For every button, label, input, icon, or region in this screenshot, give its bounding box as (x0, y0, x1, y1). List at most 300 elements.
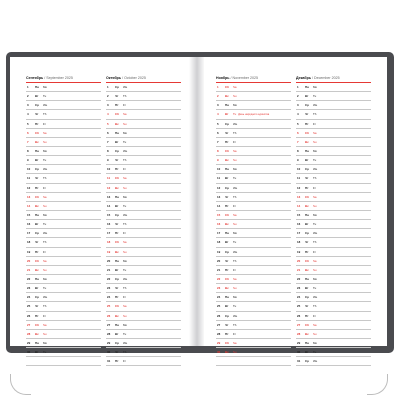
day-row[interactable] (26, 101, 101, 110)
day-row[interactable] (296, 257, 371, 266)
day-row[interactable] (216, 321, 291, 330)
day-row[interactable] (296, 238, 371, 247)
day-row[interactable] (216, 248, 291, 257)
day-number: 30 (297, 350, 301, 355)
weekday-en-label: Th (233, 322, 237, 327)
weekday-ru (225, 174, 233, 182)
weekday-ru-label: Сб (305, 130, 309, 135)
day-row[interactable] (106, 266, 181, 275)
weekday-ru (35, 284, 43, 292)
day-row[interactable] (26, 202, 101, 211)
weekday-en-label: We (123, 212, 128, 217)
weekday-ru (225, 211, 233, 219)
day-number: 12 (107, 185, 111, 190)
day-number: 28 (107, 331, 111, 336)
day-row[interactable] (26, 348, 101, 357)
day-row[interactable] (106, 211, 181, 220)
weekday-ru-label: Вт (35, 222, 39, 227)
day-row[interactable] (216, 357, 291, 366)
day-row[interactable] (106, 248, 181, 257)
day-row[interactable] (296, 83, 371, 92)
weekday-ru-label: Пн (225, 295, 229, 300)
weekday-ru (225, 257, 233, 265)
day-row[interactable] (216, 266, 291, 275)
day-row[interactable] (296, 275, 371, 284)
day-row[interactable] (26, 174, 101, 183)
weekday-ru (35, 321, 43, 329)
day-row[interactable] (26, 339, 101, 348)
right-page (204, 57, 387, 364)
day-row[interactable] (26, 193, 101, 202)
day-row[interactable] (26, 147, 101, 156)
day-number: 14 (297, 203, 301, 208)
weekday-ru-label: Ср (305, 359, 309, 364)
day-row[interactable] (106, 302, 181, 311)
day-row[interactable] (106, 229, 181, 238)
day-row[interactable] (216, 339, 291, 348)
weekday-en-label: Th (233, 258, 237, 263)
weekday-en-label: Tu (313, 94, 317, 99)
day-row[interactable] (296, 110, 371, 119)
day-number: 16 (297, 222, 301, 227)
day-row[interactable] (216, 348, 291, 357)
weekday-ru (35, 83, 43, 91)
weekday-ru (225, 147, 233, 155)
weekday-ru (305, 184, 313, 192)
day-row[interactable] (26, 138, 101, 147)
day-row[interactable] (296, 211, 371, 220)
holiday-note: День народного единства (238, 113, 270, 117)
day-row[interactable] (106, 193, 181, 202)
day-number: 15 (107, 212, 111, 217)
day-number: 19 (27, 249, 31, 254)
weekday-en-label: Su (123, 185, 127, 190)
weekday-ru (305, 302, 313, 310)
day-row[interactable] (106, 147, 181, 156)
day-row[interactable] (106, 202, 181, 211)
day-row[interactable] (26, 156, 101, 165)
day-row[interactable] (216, 330, 291, 339)
weekday-ru-label: Пт (305, 121, 309, 126)
weekday-en-label: Th (123, 222, 127, 227)
weekday-en-label: Sa (43, 194, 47, 199)
weekday-en-label: Sa (233, 85, 237, 89)
day-number: 21 (217, 267, 221, 272)
day-row[interactable] (296, 357, 371, 366)
day-number: 23 (27, 286, 31, 291)
day-row[interactable] (296, 184, 371, 193)
weekday-en-label: Sa (123, 112, 127, 117)
weekday-en-label: Su (233, 222, 237, 227)
weekday-ru (305, 339, 313, 347)
weekday-ru (225, 202, 233, 210)
day-row[interactable] (296, 321, 371, 330)
day-row[interactable] (296, 330, 371, 339)
day-row[interactable] (106, 257, 181, 266)
weekday-ru-label: Вс (305, 331, 309, 336)
day-number: 18 (27, 240, 31, 245)
day-row[interactable] (216, 312, 291, 321)
weekday-ru-label: Вс (115, 249, 119, 254)
day-row[interactable] (26, 83, 101, 92)
weekday-en-label: Tu (43, 94, 47, 99)
day-number: 26 (217, 313, 221, 318)
weekday-ru-label: Пт (35, 185, 39, 190)
weekday-ru (35, 330, 43, 338)
day-row[interactable] (26, 275, 101, 284)
day-row[interactable] (106, 321, 181, 330)
day-row[interactable] (106, 120, 181, 129)
weekday-ru (35, 220, 43, 228)
day-row[interactable] (296, 266, 371, 275)
weekday-en-label: Fr (233, 267, 236, 272)
weekday-ru (115, 184, 123, 192)
day-row[interactable] (296, 193, 371, 202)
day-number: 14 (27, 203, 31, 208)
day-number: 10 (217, 167, 221, 172)
weekday-en-label: Tu (123, 203, 127, 208)
day-row[interactable] (106, 238, 181, 247)
weekday-ru (305, 284, 313, 292)
day-row[interactable] (26, 238, 101, 247)
day-row[interactable] (106, 184, 181, 193)
day-number: 16 (107, 222, 111, 227)
day-number: 20 (217, 258, 221, 263)
weekday-ru-label: Вс (35, 267, 39, 272)
day-row[interactable] (26, 257, 101, 266)
weekday-ru (115, 330, 123, 338)
weekday-en-label: Su (123, 249, 127, 254)
weekday-ru-label: Сб (305, 322, 309, 327)
weekday-en-label: Mo (43, 276, 48, 281)
day-row[interactable] (216, 147, 291, 156)
weekday-en-label: Mo (313, 148, 318, 153)
day-row[interactable] (296, 312, 371, 321)
day-row[interactable] (26, 165, 101, 174)
day-row[interactable] (26, 321, 101, 330)
day-row[interactable] (296, 129, 371, 138)
month-name-ru: Сентябрь (26, 76, 44, 80)
day-row[interactable] (216, 138, 291, 147)
day-number: 22 (217, 276, 221, 281)
day-row[interactable] (296, 147, 371, 156)
day-number: 12 (297, 185, 301, 190)
weekday-ru-label: Ср (115, 340, 119, 345)
weekday-ru (115, 202, 123, 210)
day-row[interactable] (106, 357, 181, 366)
day-row[interactable] (106, 348, 181, 357)
day-row[interactable] (296, 165, 371, 174)
weekday-en-label: Su (123, 313, 127, 318)
day-row[interactable] (26, 211, 101, 220)
weekday-ru (115, 302, 123, 310)
day-row[interactable] (106, 110, 181, 119)
day-number: 31 (297, 359, 301, 364)
page-corner-curl-right (367, 374, 388, 395)
month-separator: / (43, 76, 47, 80)
weekday-ru (225, 165, 233, 173)
day-row[interactable] (26, 229, 101, 238)
day-row[interactable] (216, 120, 291, 129)
day-row[interactable] (296, 220, 371, 229)
day-number: 29 (217, 340, 221, 345)
day-number: 1 (27, 85, 29, 89)
weekday-ru (225, 238, 233, 246)
day-number: 5 (297, 121, 299, 126)
weekday-ru (225, 83, 233, 91)
day-row[interactable] (216, 83, 291, 92)
weekday-en-label: Th (123, 350, 127, 355)
day-row[interactable] (106, 220, 181, 229)
weekday-ru-label: Вс (115, 313, 119, 318)
day-row[interactable] (216, 238, 291, 247)
day-list (26, 82, 101, 366)
weekday-en-label: Su (123, 121, 127, 126)
weekday-ru (305, 220, 313, 228)
day-row[interactable] (106, 339, 181, 348)
month-name-en: September 2025 (46, 76, 73, 80)
weekday-ru (305, 257, 313, 265)
weekday-ru-label: Сб (115, 112, 119, 117)
day-row[interactable] (216, 284, 291, 293)
day-row[interactable] (216, 202, 291, 211)
weekday-ru-label: Ср (115, 276, 119, 281)
weekday-en-label: Th (43, 176, 47, 181)
weekday-ru-label: Ср (225, 121, 229, 126)
day-number: 7 (107, 139, 109, 144)
day-row[interactable] (296, 156, 371, 165)
day-row[interactable] (216, 156, 291, 165)
weekday-ru-label: Сб (305, 258, 309, 263)
day-row[interactable] (106, 83, 181, 92)
day-row[interactable] (106, 275, 181, 284)
weekday-ru (305, 92, 313, 100)
day-number: 14 (107, 203, 111, 208)
weekday-ru-label: Пн (35, 148, 39, 153)
weekday-ru-label: Ср (305, 295, 309, 300)
day-number: 24 (217, 295, 221, 300)
weekday-ru-label: Сб (115, 240, 119, 245)
day-row[interactable] (216, 101, 291, 110)
day-row[interactable] (106, 92, 181, 101)
day-number: 13 (27, 194, 31, 199)
weekday-ru-label: Пн (115, 322, 119, 327)
day-row[interactable] (216, 293, 291, 302)
weekday-ru-label: Вс (305, 203, 309, 208)
day-row[interactable] (106, 129, 181, 138)
day-row[interactable] (296, 293, 371, 302)
day-number: 27 (107, 322, 111, 327)
day-row[interactable] (296, 120, 371, 129)
day-number: 4 (297, 112, 299, 117)
day-row[interactable] (296, 101, 371, 110)
day-row[interactable] (296, 229, 371, 238)
day-row[interactable] (216, 110, 291, 119)
day-row[interactable] (26, 129, 101, 138)
day-row[interactable] (216, 211, 291, 220)
day-row[interactable] (106, 312, 181, 321)
day-number: 2 (107, 94, 109, 99)
weekday-ru (115, 348, 123, 356)
day-number: 22 (297, 276, 301, 281)
month-name-en: October 2025 (124, 76, 146, 80)
day-number: 26 (297, 313, 301, 318)
weekday-ru (305, 238, 313, 246)
weekday-en-label: Su (233, 94, 237, 99)
day-row[interactable] (26, 284, 101, 293)
day-number: 1 (107, 85, 109, 89)
weekday-en-label: Mo (43, 148, 48, 153)
weekday-ru-label: Ср (35, 103, 39, 108)
day-row[interactable] (216, 129, 291, 138)
day-number: 23 (297, 286, 301, 291)
weekday-en-label: Th (313, 176, 317, 181)
weekday-en-label: Tu (43, 222, 47, 227)
day-row[interactable] (296, 348, 371, 357)
weekday-ru-label: Вс (305, 139, 309, 144)
day-row[interactable] (106, 174, 181, 183)
day-row[interactable] (26, 248, 101, 257)
weekday-en-label: Th (43, 112, 47, 117)
day-row[interactable] (296, 248, 371, 257)
month-separator: / (311, 76, 315, 80)
weekday-ru-label: Вс (225, 350, 229, 355)
weekday-en-label: Su (43, 203, 47, 208)
day-row[interactable] (296, 339, 371, 348)
day-row[interactable] (296, 174, 371, 183)
day-row[interactable] (216, 257, 291, 266)
weekday-ru (305, 101, 313, 109)
day-row[interactable] (106, 138, 181, 147)
day-row[interactable] (296, 92, 371, 101)
day-row[interactable] (106, 284, 181, 293)
day-row[interactable] (216, 174, 291, 183)
weekday-ru-label: Пн (35, 276, 39, 281)
weekday-ru (115, 101, 123, 109)
weekday-ru (225, 120, 233, 128)
weekday-ru (115, 211, 123, 219)
day-row[interactable] (26, 312, 101, 321)
weekday-en-label: Mo (123, 194, 128, 199)
day-number: 29 (27, 340, 31, 345)
weekday-en-label: Th (313, 112, 317, 117)
weekday-ru-label: Пн (225, 103, 229, 108)
weekday-en-label: Fr (313, 121, 316, 126)
day-row[interactable] (296, 138, 371, 147)
day-row[interactable] (216, 165, 291, 174)
day-row[interactable] (296, 202, 371, 211)
weekday-en-label: Sa (233, 276, 237, 281)
day-row[interactable] (26, 110, 101, 119)
day-row[interactable] (216, 193, 291, 202)
weekday-en-label: Mo (123, 258, 128, 263)
page-corner-curl-left (10, 374, 31, 395)
day-row[interactable] (216, 302, 291, 311)
weekday-ru-label: Пн (305, 276, 309, 281)
day-row[interactable] (106, 330, 181, 339)
day-row[interactable] (26, 330, 101, 339)
day-number: 17 (107, 231, 111, 236)
weekday-ru (225, 266, 233, 274)
weekday-ru-label: Вс (35, 331, 39, 336)
weekday-ru-label: Чт (35, 240, 39, 245)
day-number: 8 (217, 148, 219, 153)
weekday-en-label: Su (313, 139, 317, 144)
day-row[interactable] (296, 302, 371, 311)
day-row[interactable] (106, 156, 181, 165)
day-number: 11 (297, 176, 301, 181)
day-row[interactable] (26, 302, 101, 311)
day-row[interactable] (216, 229, 291, 238)
day-row[interactable] (26, 266, 101, 275)
day-row[interactable] (26, 357, 101, 366)
day-row[interactable] (216, 220, 291, 229)
month-separator: / (229, 76, 233, 80)
day-number: 22 (107, 276, 111, 281)
weekday-ru (35, 147, 43, 155)
weekday-ru (35, 293, 43, 301)
day-row[interactable] (26, 120, 101, 129)
weekday-en-label: Sa (233, 148, 237, 153)
weekday-ru (225, 110, 233, 118)
day-row[interactable] (216, 92, 291, 101)
weekday-ru (35, 156, 43, 164)
weekday-ru-label: Пт (115, 103, 119, 108)
weekday-ru-label: Вс (35, 203, 39, 208)
day-row[interactable] (26, 220, 101, 229)
day-row[interactable] (26, 184, 101, 193)
month-header (106, 75, 181, 81)
weekday-en-label: Mo (123, 322, 128, 327)
weekday-ru (115, 110, 123, 118)
weekday-en-label: Fr (43, 185, 46, 190)
weekday-en-label: Tu (233, 112, 237, 117)
weekday-ru (115, 193, 123, 201)
day-row[interactable] (26, 293, 101, 302)
day-row[interactable] (106, 165, 181, 174)
day-number: 28 (27, 331, 31, 336)
weekday-ru (305, 266, 313, 274)
weekday-ru (225, 220, 233, 228)
day-row[interactable] (106, 293, 181, 302)
day-row[interactable] (26, 92, 101, 101)
weekday-ru-label: Сб (225, 85, 229, 89)
weekday-en-label: Su (313, 203, 317, 208)
day-row[interactable] (106, 101, 181, 110)
day-row[interactable] (296, 284, 371, 293)
day-row[interactable] (216, 275, 291, 284)
day-number: 9 (297, 158, 299, 163)
weekday-en-label: We (233, 313, 238, 318)
weekday-en-label: Mo (233, 167, 238, 172)
weekday-ru-label: Вт (305, 94, 309, 99)
weekday-ru-label: Пт (305, 249, 309, 254)
weekday-ru-label: Чт (225, 194, 229, 199)
weekday-en-label: Fr (233, 203, 236, 208)
weekday-en-label: Tu (123, 331, 127, 336)
weekday-ru-label: Сб (225, 212, 229, 217)
weekday-en-label: Su (43, 331, 47, 336)
day-number: 7 (27, 139, 29, 144)
weekday-en-label: Sa (43, 322, 47, 327)
weekday-en-label: Th (123, 94, 127, 99)
weekday-en-label: Fr (43, 313, 46, 318)
weekday-en-label: Mo (233, 295, 238, 300)
day-row[interactable] (216, 184, 291, 193)
weekday-en-label: Fr (233, 139, 236, 144)
weekday-ru-label: Чт (225, 130, 229, 135)
weekday-en-label: Tu (43, 350, 47, 355)
